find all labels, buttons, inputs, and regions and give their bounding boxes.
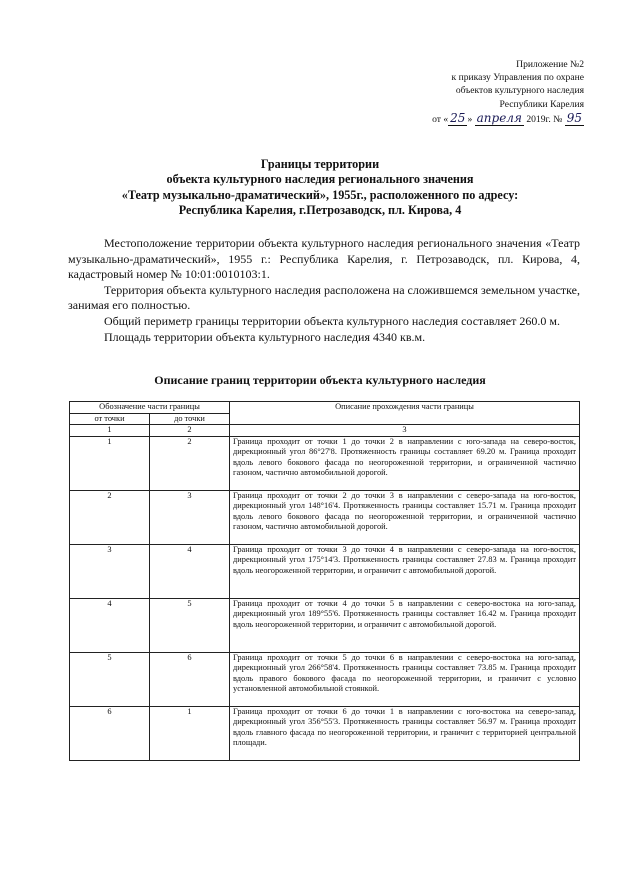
boundary-table [69,401,580,761]
order-reference: к приказу Управления по охране [451,72,584,84]
description-cell: Граница проходит от точки 4 до точки 5 в направлении с северо-востока на юго-запад, дирекционный угол 189°55'6. Протяженность границы составляет 16.42 м. Граница проходит вдоль неогороженной территории, и ограничит с автомобильной дорогой. [230,598,580,652]
order-date-line [354,112,584,126]
to-point-cell: 1 [150,706,230,760]
from-point-cell: 2 [70,490,150,544]
paragraph-perimeter: Общий периметр границы территории объекта культурного наследия составляет 260.0 м. [104,313,560,328]
table-row [70,652,580,706]
column-number-cell: 3 [230,425,580,437]
to-point-cell: 3 [150,490,230,544]
title-line-3: «Театр музыкально-драматический», 1955г., расположенного по адресу: [121,187,519,202]
region-name: Республики Карелия [499,98,584,110]
header-to-cell: до точки [150,413,230,425]
table-row [70,598,580,652]
column-number-cell: 2 [150,425,230,437]
paragraph-location: Местоположение территории объекта культурного наследия регионального значения «Театр музыкально-драматический», 1955 г.: Республика Карелия, г. Петрозаводск, пл. Кирова, 4, кадастровый номер № 10:01:0010103:1. [68,236,580,282]
to-point-cell: 4 [150,544,230,598]
description-cell: Граница проходит от точки 5 до точки 6 в направлении с северо-востока на юго-запад, дирекционный угол 266°58'4. Протяженность границы составляет 73.85 м. Граница проходит вдоль правого бокового фасада по неогороженной территории, и граничит с условно установленной автомобильной стоянкой. [230,652,580,706]
section-heading: Описание границ территории объекта культурного наследия [154,373,486,387]
from-point-cell: 5 [70,652,150,706]
description-cell: Граница проходит от точки 3 до точки 4 в направлении с северо-запада на юго-восток, дирекционный угол 175°14'3. Протяженность границы составляет 27.83 м. Граница проходит вдоль неогороженной территории, и ограничит с автомобильной дорогой. [230,544,580,598]
table-row [70,436,580,490]
from-point-cell: 3 [70,544,150,598]
description-cell: Граница проходит от точки 2 до точки 3 в направлении с северо-запада на юго-восток, дирекционный угол 148°16'4. Протяженность границы составляет 15.71 м. Граница проходит вдоль левого бокового фасада по неогороженной территории, и ограниченной частично газоном, частично автомобильной дорогой. [230,490,580,544]
to-point-cell: 6 [150,652,230,706]
handwritten-order-number: 95 [566,110,582,125]
header-from-cell: от точки [70,413,150,425]
title-line-2: объекта культурного наследия регионального значения [166,172,474,187]
appendix-header [354,58,584,126]
title-line-4: Республика Карелия, г.Петрозаводск, пл. Кирова, 4 [178,203,462,218]
body-text [68,236,580,345]
paragraph-territory: Территория объекта культурного наследия расположена на сложившемся земельном участке, занимая его полностью. [68,282,580,313]
appendix-number: Приложение №2 [516,59,584,70]
to-point-cell: 5 [150,598,230,652]
handwritten-day: 25 [450,110,466,125]
date-mid: » [467,113,473,125]
to-point-cell: 2 [150,436,230,490]
date-year: 2019г. № [526,113,563,125]
from-point-cell: 4 [70,598,150,652]
description-cell: Граница проходит от точки 6 до точки 1 в направлении с юго-востока на северо-запад, дирекционный угол 356°55'3. Протяженность границы составляет 56.97 м. Граница проходит вдоль главного фасада по неогороженной территории, и граничит с территорией центральной площади. [230,706,580,760]
description-cell: Граница проходит от точки 1 до точки 2 в направлении с юго-запада на северо-восток, дирекционный угол 86°27'8. Протяженность границы составляет 69.20 м. Граница проходит вдоль левого бокового фасада по неогороженной территории, и ограниченной частично газоном, частично автомобильной дорогой. [230,436,580,490]
header-description-cell: Описание прохождения части границы [230,402,580,425]
table-row [70,490,580,544]
from-point-cell: 6 [70,706,150,760]
title-line-1: Границы территории [260,157,380,171]
authority-name: объектов культурного наследия [455,85,584,97]
paragraph-area: Площадь территории объекта культурного наследия 4340 кв.м. [104,329,426,344]
column-number-cell: 1 [70,425,150,437]
table-row [70,544,580,598]
header-group-cell: Обозначение части границы [70,402,230,414]
date-prefix: от « [432,113,449,125]
handwritten-month: апреля [476,110,522,125]
table-row [70,706,580,760]
from-point-cell: 1 [70,436,150,490]
document-title [80,157,560,219]
